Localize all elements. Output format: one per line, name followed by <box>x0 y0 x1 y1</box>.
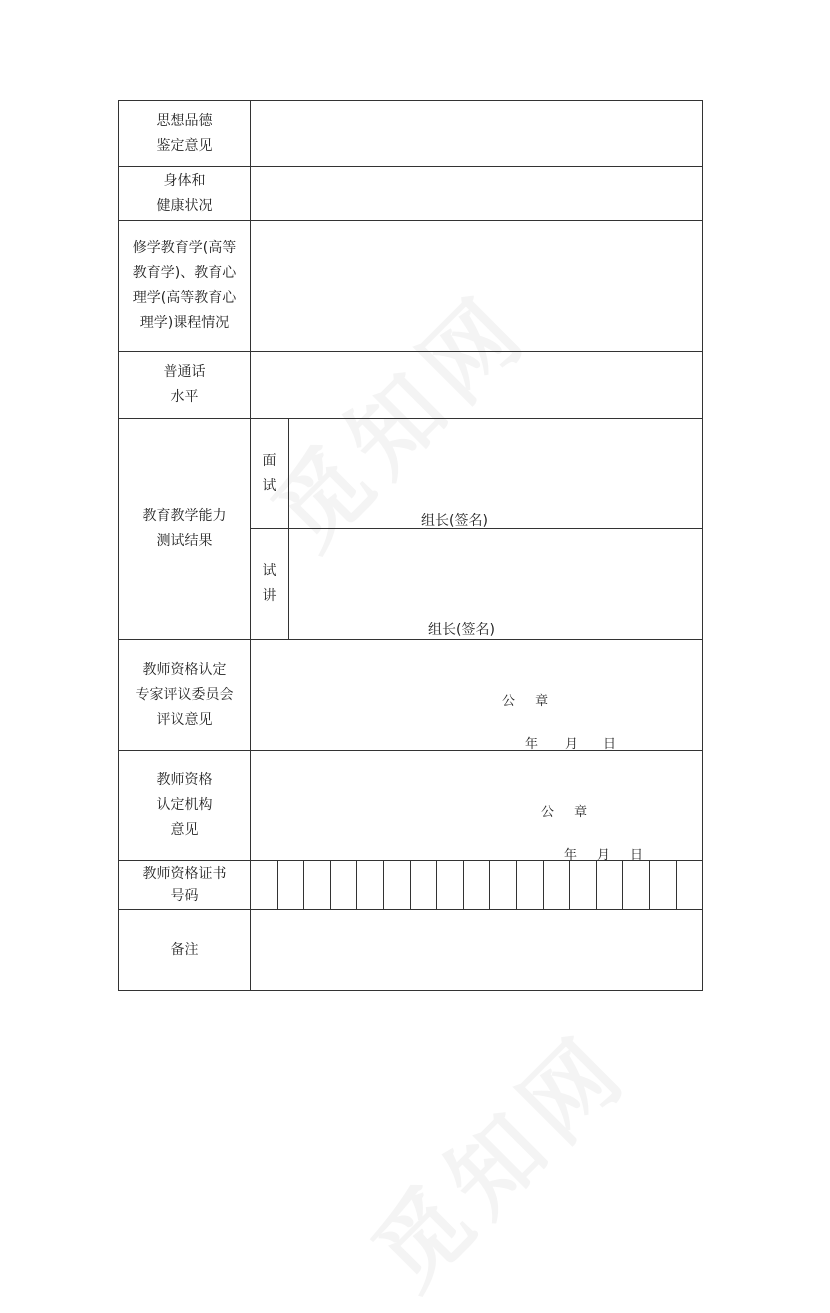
label-line: 理学)课程情况 <box>139 315 230 331</box>
label-char: 试 <box>262 563 277 579</box>
row-expert-committee-opinion <box>119 640 702 751</box>
row-mandarin-level <box>119 352 702 419</box>
certificate-number-boxes <box>251 861 702 909</box>
certificate-digit-box[interactable] <box>490 861 517 909</box>
year-label: 年 <box>525 737 539 752</box>
certificate-digit-box[interactable] <box>650 861 677 909</box>
month-label: 月 <box>565 737 579 752</box>
day-label: 日 <box>630 848 644 863</box>
field-moral-evaluation[interactable] <box>251 101 702 166</box>
label-char: 讲 <box>262 588 277 604</box>
interview-label <box>251 419 289 528</box>
certificate-digit-box[interactable] <box>304 861 331 909</box>
certificate-digit-box[interactable] <box>677 861 703 909</box>
field-interview[interactable] <box>289 419 702 528</box>
certificate-digit-box[interactable] <box>544 861 571 909</box>
certificate-digit-box[interactable] <box>411 861 438 909</box>
certificate-digit-box[interactable] <box>251 861 278 909</box>
official-seal-label: 公 章 <box>502 694 557 709</box>
lecture-label <box>251 529 289 639</box>
year-label: 年 <box>564 848 578 863</box>
teacher-qualification-form <box>118 100 703 991</box>
teaching-ability-results <box>251 419 702 639</box>
label-moral-evaluation <box>119 101 251 166</box>
label-pedagogy-courses <box>119 221 251 351</box>
certificate-digit-box[interactable] <box>384 861 411 909</box>
certificate-digit-box[interactable] <box>437 861 464 909</box>
label-line: 教育教学能力 <box>142 508 227 524</box>
certificate-digit-box[interactable] <box>464 861 491 909</box>
field-pedagogy-courses[interactable] <box>251 221 702 351</box>
label-line: 专家评议委员会 <box>135 686 234 703</box>
month-label: 月 <box>597 848 611 863</box>
label-line: 评议意见 <box>156 711 213 728</box>
row-certificate-number <box>119 861 702 910</box>
label-line: 思想品德 <box>156 112 213 129</box>
lecture-section <box>251 529 702 639</box>
label-line: 健康状况 <box>156 197 213 214</box>
label-agency-opinion <box>119 751 251 860</box>
certificate-digit-box[interactable] <box>331 861 358 909</box>
label-health <box>119 167 251 220</box>
date-line <box>525 733 616 752</box>
official-seal-label: 公 章 <box>541 805 596 820</box>
label-line: 号码 <box>170 888 199 904</box>
label-line: 教师资格证书 <box>142 866 227 882</box>
label-expert-committee-opinion <box>119 640 251 750</box>
day-label: 日 <box>603 737 617 752</box>
label-line: 备注 <box>170 941 199 958</box>
row-moral-evaluation <box>119 101 702 167</box>
certificate-digit-box[interactable] <box>570 861 597 909</box>
label-line: 教育学)、教育心 <box>132 265 237 281</box>
label-line: 测试结果 <box>156 533 213 549</box>
label-mandarin-level <box>119 352 251 418</box>
label-line: 鉴定意见 <box>156 137 213 154</box>
certificate-digit-box[interactable] <box>623 861 650 909</box>
label-line: 教师资格认定 <box>142 661 227 678</box>
row-remarks <box>119 910 702 990</box>
row-health <box>119 167 702 221</box>
label-line: 教师资格 <box>156 772 213 788</box>
label-line: 普通话 <box>163 364 206 380</box>
field-lecture[interactable] <box>289 529 702 639</box>
interview-section <box>251 419 702 529</box>
field-agency-opinion[interactable] <box>251 751 702 863</box>
field-remarks[interactable] <box>251 910 702 990</box>
lecture-leader-signature: 组长(签名) <box>428 622 495 638</box>
label-line: 修学教育学(高等 <box>132 240 237 256</box>
watermark <box>339 999 653 1313</box>
label-line: 意见 <box>170 822 199 838</box>
row-teaching-ability <box>119 419 702 640</box>
certificate-digit-box[interactable] <box>357 861 384 909</box>
certificate-digit-box[interactable] <box>517 861 544 909</box>
row-pedagogy-courses <box>119 221 702 352</box>
label-char: 面 <box>262 452 277 469</box>
label-line: 理学(高等教育心 <box>132 290 237 306</box>
label-remarks <box>119 910 251 990</box>
label-line: 水平 <box>170 389 199 405</box>
certificate-digit-box[interactable] <box>597 861 624 909</box>
label-char: 试 <box>262 477 277 494</box>
label-line: 认定机构 <box>156 797 213 813</box>
label-line: 身体和 <box>163 172 206 189</box>
field-mandarin-level[interactable] <box>251 352 702 418</box>
certificate-digit-box[interactable] <box>278 861 305 909</box>
field-health[interactable] <box>251 167 702 220</box>
field-expert-committee-opinion[interactable] <box>251 640 702 750</box>
row-agency-opinion <box>119 751 702 861</box>
interview-leader-signature: 组长(签名) <box>421 513 488 529</box>
label-teaching-ability <box>119 419 251 639</box>
label-certificate-number <box>119 861 251 909</box>
